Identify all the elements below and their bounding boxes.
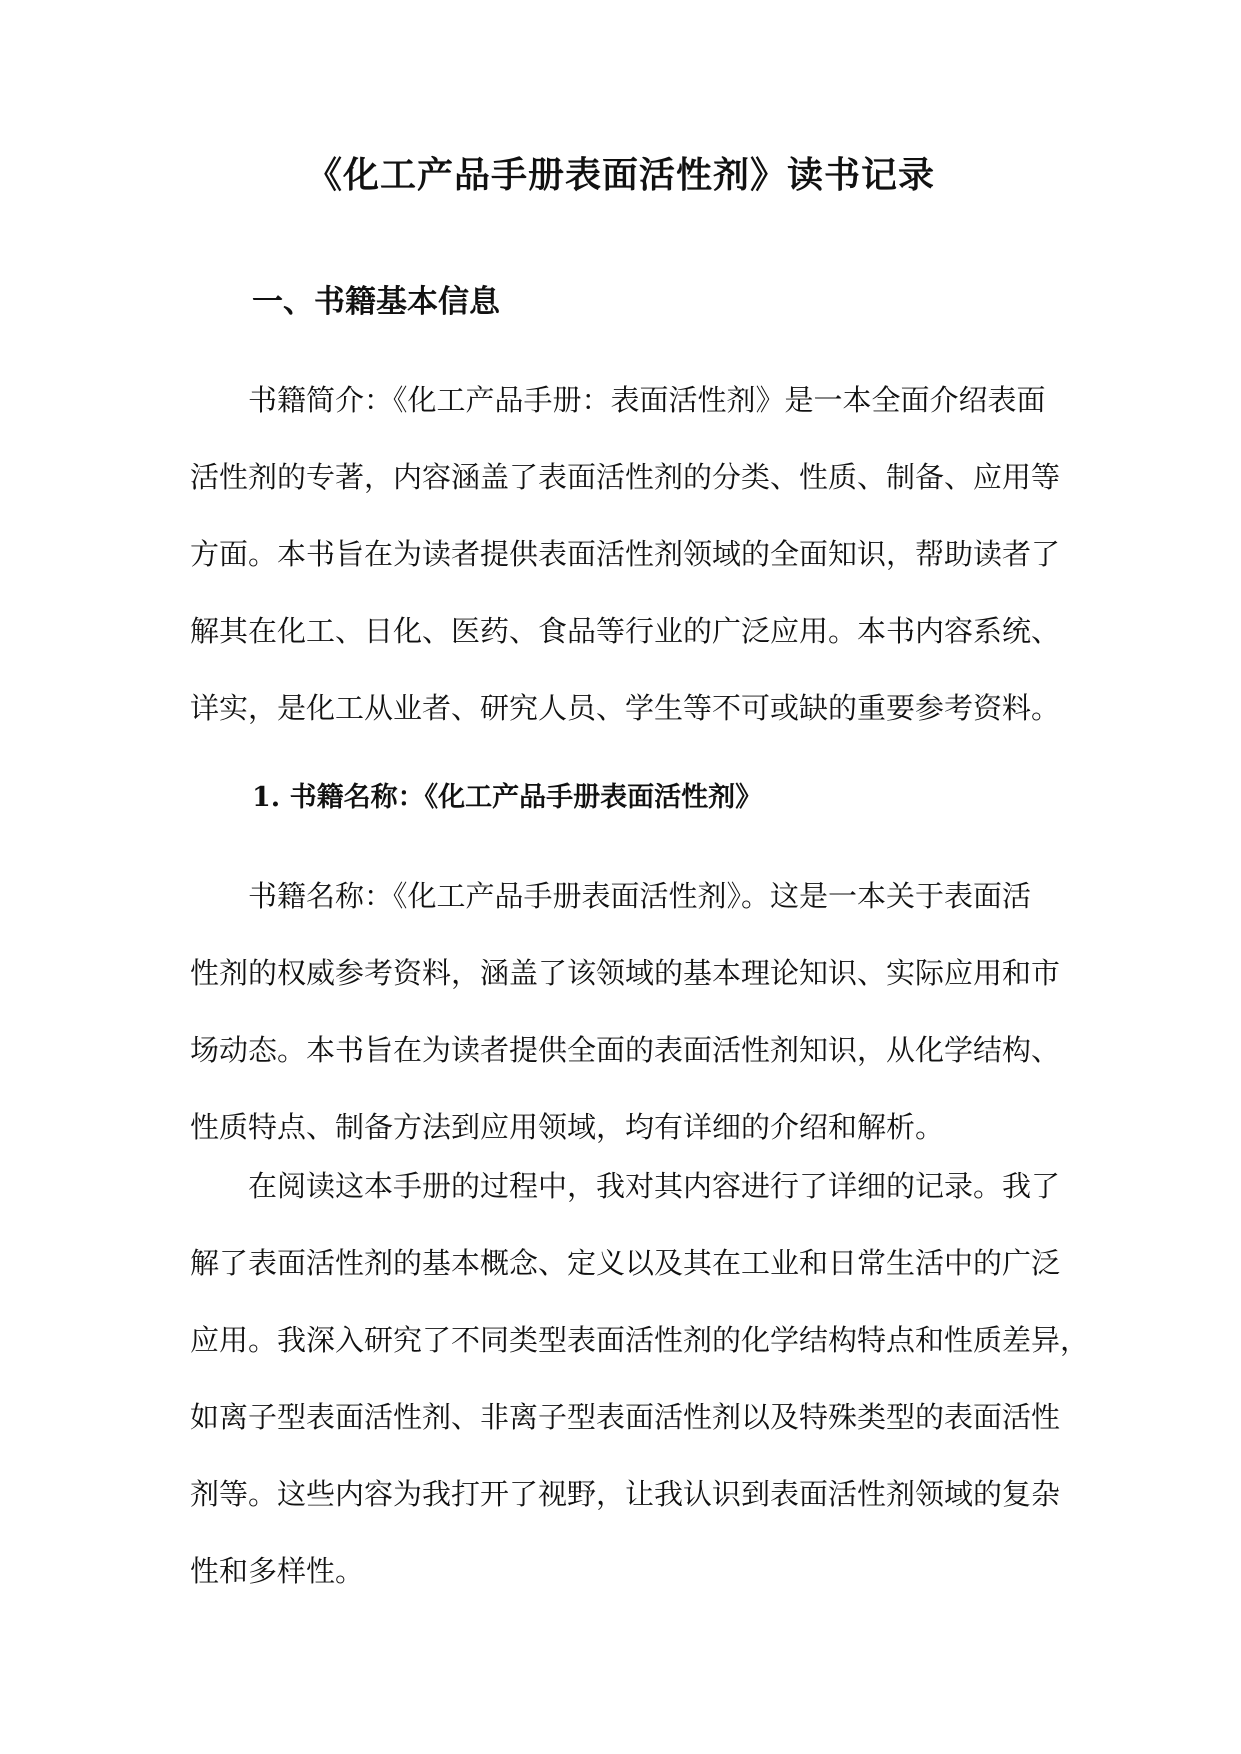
paragraph-line: 性质特点、制备方法到应用领域，均有详细的介绍和解析。	[190, 1110, 945, 1144]
paragraph-line: 如离子型表面活性剂、非离子型表面活性剂以及特殊类型的表面活性	[190, 1400, 1061, 1434]
paragraph-line: 性和多样性。	[190, 1554, 365, 1588]
paragraph-line: 方面。本书旨在为读者提供表面活性剂领域的全面知识，帮助读者了	[190, 537, 1061, 571]
paragraph-line: 性剂的权威参考资料，涵盖了该领域的基本理论知识、实际应用和市	[190, 956, 1061, 990]
section-heading-basic-info: 一、书籍基本信息	[252, 284, 500, 320]
paragraph-line: 详实，是化工从业者、研究人员、学生等不可或缺的重要参考资料。	[190, 691, 1061, 725]
book-name-paragraph	[190, 858, 1061, 1166]
paragraph-line: 书籍名称：《化工产品手册表面活性剂》。这是一本关于表面活	[248, 879, 1032, 913]
paragraph-line: 书籍简介：《化工产品手册：表面活性剂》是一本全面介绍表面	[248, 383, 1046, 417]
book-intro-paragraph	[190, 362, 1061, 747]
reading-notes-paragraph	[190, 1148, 1090, 1610]
paragraph-line: 解了表面活性剂的基本概念、定义以及其在工业和日常生活中的广泛	[190, 1246, 1061, 1280]
paragraph-line: 在阅读这本手册的过程中，我对其内容进行了详细的记录。我了	[248, 1169, 1061, 1203]
paragraph-line: 应用。我深入研究了不同类型表面活性剂的化学结构特点和性质差异，	[190, 1323, 1090, 1357]
paragraph-line: 场动态。本书旨在为读者提供全面的表面活性剂知识，从化学结构、	[190, 1033, 1061, 1067]
paragraph-line: 解其在化工、日化、医药、食品等行业的广泛应用。本书内容系统、	[190, 614, 1061, 648]
subsection-heading-book-name: 1. 书籍名称：《化工产品手册表面活性剂》	[252, 782, 763, 813]
paragraph-line: 剂等。这些内容为我打开了视野，让我认识到表面活性剂领域的复杂	[190, 1477, 1061, 1511]
document-title: 《化工产品手册表面活性剂》读书记录	[305, 154, 935, 196]
paragraph-line: 活性剂的专著，内容涵盖了表面活性剂的分类、性质、制备、应用等	[190, 460, 1061, 494]
